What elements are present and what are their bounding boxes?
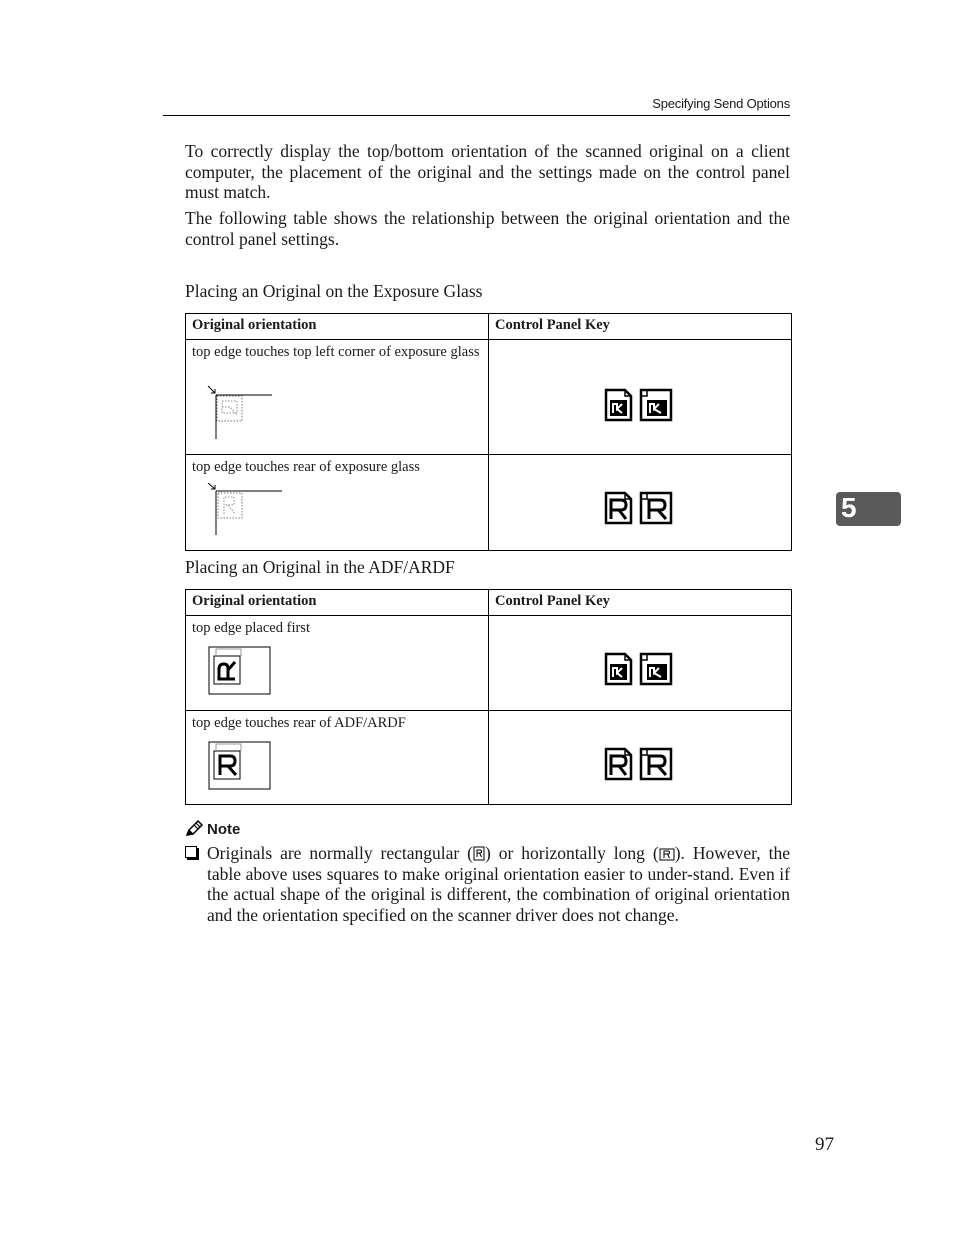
note-text-part-3: ). However, the table above uses squares to make original orientation easier to under-stand. Even if the actual shape of the original is different, the combination of original orientation and the orientation specified on the scanner driver does not change. — [207, 843, 790, 925]
rotated-R-key-icons — [489, 616, 791, 710]
orientation-cell — [186, 616, 489, 711]
orientation-text: top edge placed first — [192, 620, 310, 636]
orientation-cell — [186, 340, 489, 455]
orientation-text: top edge touches top left corner of exposure glass — [192, 344, 480, 360]
glass-rear-upright-diagram-icon — [206, 483, 286, 539]
intro-paragraph-2: The following table shows the relationship between the original orientation and the control panel settings. — [185, 208, 790, 249]
orientation-cell — [186, 455, 489, 551]
header-rule — [163, 115, 790, 116]
table-row — [186, 455, 792, 551]
rotated-R-key-icons — [489, 340, 791, 454]
adf-upright-diagram-icon — [208, 741, 272, 791]
horizontally-long-original-icon — [659, 848, 675, 861]
rectangular-original-icon — [473, 846, 485, 861]
adf-rotated-diagram-icon — [208, 646, 272, 696]
table1-caption: Placing an Original on the Exposure Glass — [185, 281, 483, 301]
adf-table — [185, 589, 792, 805]
header-title: Specifying Send Options — [652, 96, 790, 111]
chapter-tab — [836, 492, 901, 526]
column-header-orientation: Original orientation — [186, 590, 489, 616]
glass-corner-rotated-diagram-icon — [206, 385, 276, 441]
key-cell — [489, 616, 792, 711]
upright-R-key-icons — [489, 455, 791, 550]
bullet-box-icon — [185, 846, 197, 858]
key-rotated-r-icon — [603, 651, 675, 687]
column-header-orientation: Original orientation — [186, 314, 489, 340]
chapter-tab-label: 5 — [841, 492, 857, 523]
note-title: Note — [207, 821, 241, 838]
key-upright-r-icon — [603, 490, 675, 526]
exposure-glass-table — [185, 313, 792, 551]
key-cell — [489, 711, 792, 805]
orientation-text: top edge touches rear of ADF/ARDF — [192, 715, 406, 731]
column-header-key: Control Panel Key — [489, 314, 792, 340]
table2-caption: Placing an Original in the ADF/ARDF — [185, 557, 455, 577]
orientation-cell — [186, 711, 489, 805]
orientation-text: top edge touches rear of exposure glass — [192, 459, 420, 475]
table-row — [186, 340, 792, 455]
table-row — [186, 616, 792, 711]
column-header-key: Control Panel Key — [489, 590, 792, 616]
key-cell — [489, 455, 792, 551]
note-text — [207, 843, 790, 925]
key-cell — [489, 340, 792, 455]
note-text-part-2: ) or horizontally long ( — [485, 843, 659, 863]
key-rotated-r-icon — [603, 387, 675, 423]
upright-R-key-icons — [489, 711, 791, 804]
note-text-part-1: Originals are normally rectangular ( — [207, 843, 473, 863]
pencil-note-icon — [185, 818, 205, 838]
table-row — [186, 711, 792, 805]
page-number: 97 — [815, 1134, 834, 1155]
intro-paragraph-1: To correctly display the top/bottom orientation of the scanned original on a client computer, the placement of the original and the settings made on the control panel must match. — [185, 141, 790, 202]
key-upright-r-icon — [603, 746, 675, 782]
